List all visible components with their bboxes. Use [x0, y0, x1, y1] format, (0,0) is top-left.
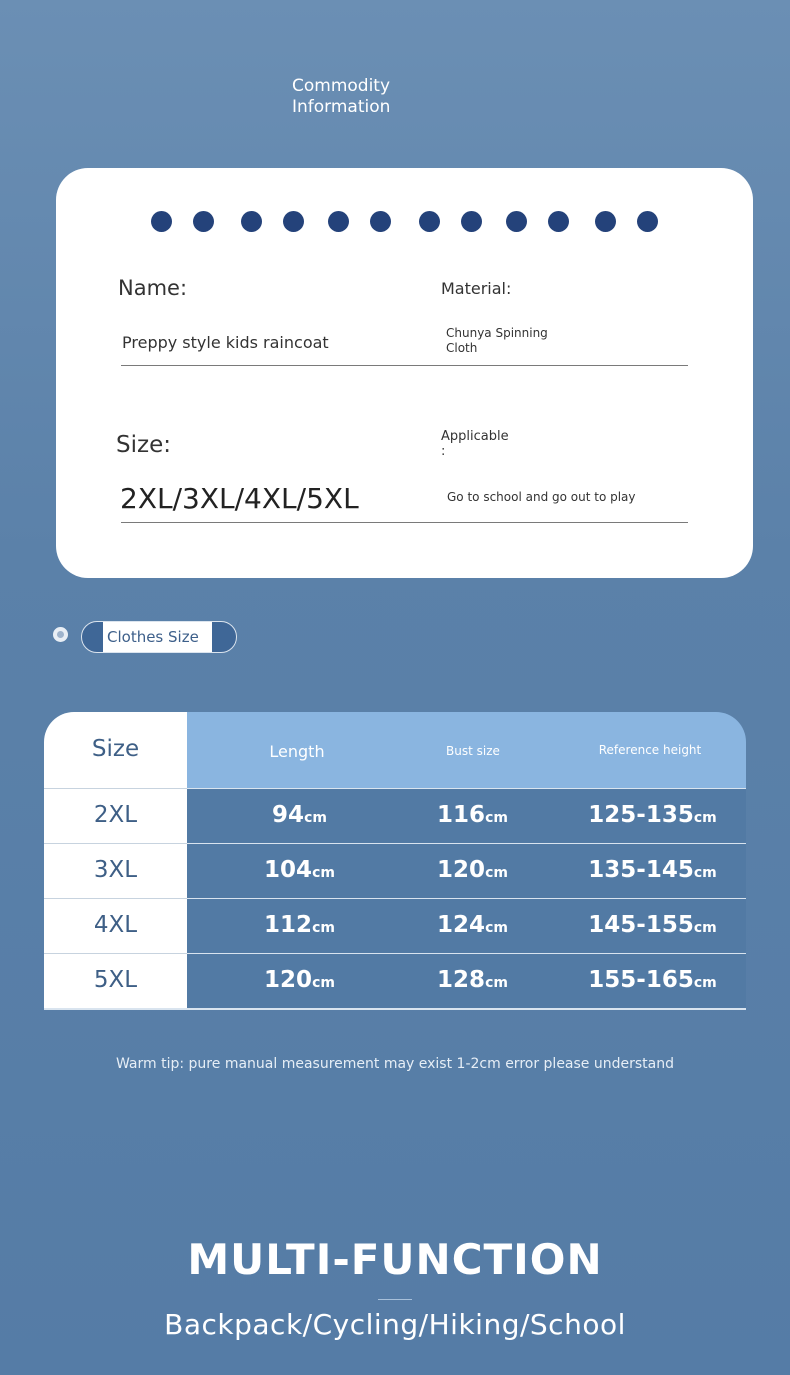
decor-dot — [595, 211, 616, 232]
table-bottom-border — [44, 1008, 746, 1010]
material-label: Material: — [441, 279, 512, 298]
divider — [121, 522, 688, 523]
row-bust: 128cm — [437, 967, 508, 993]
decor-dot — [151, 211, 172, 232]
decor-dot — [328, 211, 349, 232]
header-length: Length — [269, 742, 325, 761]
row-bust: 124cm — [437, 912, 508, 938]
row-length: 104cm — [264, 857, 335, 883]
row-bust: 116cm — [437, 802, 508, 828]
header-bust: Bust size — [446, 744, 500, 758]
decor-dot — [283, 211, 304, 232]
row-size: 4XL — [93, 912, 138, 938]
clothes-size-label: Clothes Size — [103, 622, 212, 652]
row-height: 135-145cm — [588, 857, 717, 883]
header-size: Size — [91, 736, 140, 762]
section-title: Commodity Information — [292, 76, 391, 117]
decor-dot — [419, 211, 440, 232]
decor-dot — [637, 211, 658, 232]
decor-dot — [506, 211, 527, 232]
row-length: 112cm — [264, 912, 335, 938]
clothes-size-tag — [81, 621, 237, 653]
multi-function-heading: MULTI-FUNCTION — [187, 1235, 603, 1284]
row-length: 120cm — [264, 967, 335, 993]
name-value: Preppy style kids raincoat — [122, 333, 329, 352]
divider — [121, 365, 688, 366]
material-value: Chunya Spinning Cloth — [446, 326, 548, 355]
header-height: Reference height — [598, 743, 702, 757]
row-height: 155-165cm — [588, 967, 717, 993]
row-length: 94cm — [272, 802, 327, 828]
decor-dot — [548, 211, 569, 232]
applicable-label: Applicable : — [441, 429, 509, 459]
row-size: 5XL — [93, 967, 138, 993]
bullet-icon — [53, 627, 68, 642]
heading-underline — [378, 1299, 412, 1300]
decor-dot — [461, 211, 482, 232]
warm-tip: Warm tip: pure manual measurement may exist 1-2cm error please understand — [115, 1056, 674, 1072]
decor-dot — [370, 211, 391, 232]
row-size: 3XL — [93, 857, 138, 883]
activities-text: Backpack/Cycling/Hiking/School — [164, 1308, 626, 1341]
row-height: 125-135cm — [588, 802, 717, 828]
applicable-value: Go to school and go out to play — [447, 490, 636, 504]
row-bust: 120cm — [437, 857, 508, 883]
row-height: 145-155cm — [588, 912, 717, 938]
size-value: 2XL/3XL/4XL/5XL — [120, 482, 359, 515]
name-label: Name: — [118, 276, 188, 300]
size-label: Size: — [116, 432, 171, 458]
decor-dot — [193, 211, 214, 232]
row-size: 2XL — [93, 802, 138, 828]
decor-dot — [241, 211, 262, 232]
